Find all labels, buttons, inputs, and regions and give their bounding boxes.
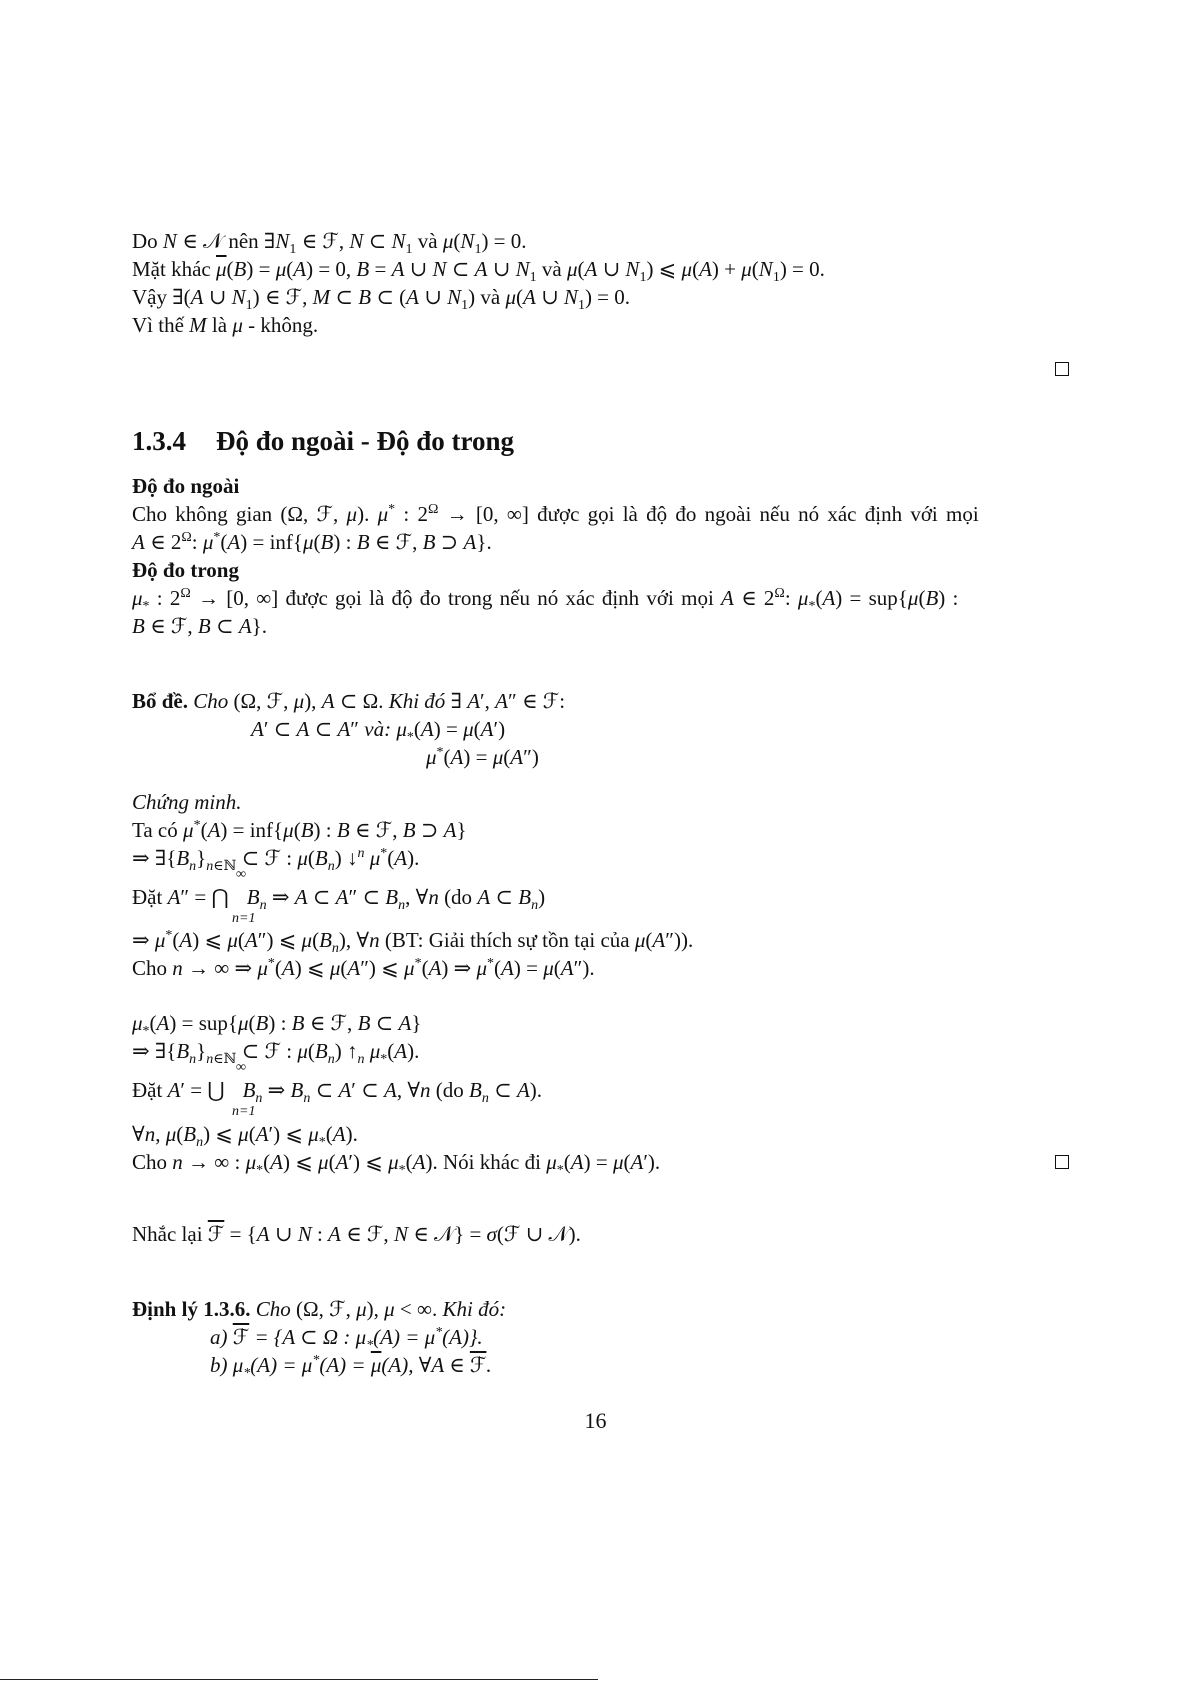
lemma-label: Bổ đề. bbox=[132, 689, 189, 713]
limit-top: ∞ bbox=[236, 867, 246, 882]
proof-line: Ta có μ*(A) = inf{μ(B) : B ∈ ℱ, B ⊃ A} bbox=[132, 818, 467, 842]
page-number: 16 bbox=[584, 1408, 607, 1433]
proof-line: ⇒ $\exists\{B_n\}_{n\in ℕ}$ ⊂ ℱ : $\mu(B_n)$ $↑_n$ $\mu_*(A)$. bbox=[132, 1039, 420, 1068]
text-line: $\mu_*$ : $2^\Omega \to [0$, ∞] được gọi là độ đo trong nếu nó xác định với mọi A ∈ $2^\Omega$: $\mu_*(A) = sup\{\mu(B)$ : bbox=[132, 586, 959, 615]
theorem-item-b: b) $\mu_*(A) = \mu^*(A) = \overline{\mu}(A)$, ∀A ∈ ℱ. bbox=[210, 1353, 492, 1382]
lemma-statement: Bổ đề. Cho (Ω, ℱ, μ), A ⊂ Ω. Khi đó ∃ A′, A″ ∈ ℱ: bbox=[132, 689, 566, 713]
proof-line: ⇒ μ*(A) ⩽ μ(A″) ⩽ $\mu(B_n)$, ∀n (BT: Giải thích sự tồn tại của μ(A″)). bbox=[132, 928, 694, 957]
proof-line: ∀n, $\mu(B_n)$ ⩽ μ(A′) ⩽ $\mu_*(A)$. bbox=[132, 1122, 358, 1151]
proof-line: $\mu_*(A) = sup\{\mu(B)$ : B ∈ ℱ, B ⊂ A} bbox=[132, 1011, 422, 1040]
limit-bottom: n=1 bbox=[232, 911, 256, 926]
proof-line: ⇒ $\exists\{B_n\}_{n\in ℕ}$ ⊂ ℱ : $\mu(B_n)$ ↓$^n$ μ*(A). bbox=[132, 846, 420, 875]
union-operator: ⋃ bbox=[207, 1078, 225, 1102]
outer-measure-heading: Độ đo ngoài bbox=[132, 474, 240, 498]
text-line: B ∈ ℱ, B ⊂ A}. bbox=[132, 614, 267, 638]
text-line: Cho không gian (Ω, ℱ, μ). μ* : $2^\Omega \to [0$, ∞] được gọi là độ đo ngoài nếu nó xác định với mọi bbox=[132, 502, 979, 526]
proof-heading: Chứng minh. bbox=[132, 790, 242, 814]
theorem-statement: Định lý 1.3.6. Cho (Ω, ℱ, μ), μ < ∞. Khi đó: bbox=[132, 1297, 507, 1321]
section-heading bbox=[132, 425, 514, 457]
proof-line: Cho n → ∞ ⇒ μ*(A) ⩽ μ(A″) ⩽ μ*(A) ⇒ μ*(A) = μ(A″). bbox=[132, 956, 595, 980]
intersection-operator: ⋂ bbox=[211, 885, 229, 909]
recall-line: Nhắc lại ℱ = {A ∪ N : A ∈ ℱ, N ∈ 𝒩} = σ(ℱ ∪ 𝒩). bbox=[132, 1222, 581, 1246]
footer-rule bbox=[0, 1679, 598, 1680]
proof-line: Đặt A′ = ⋃ $B_n$ ⇒ $B_n$ ⊂ A′ ⊂ A, ∀n (do $B_n$ ⊂ A). bbox=[132, 1078, 543, 1107]
section-title: Độ đo ngoài - Độ đo trong bbox=[216, 426, 515, 456]
lemma-condition-1: A′ ⊂ A ⊂ A″ và: $\mu_*(A) = \mu(A')$ bbox=[251, 717, 506, 746]
text-line: Mặt khác $\overline{\mu}(B) = \mu(A) = 0$, B = A ∪ N ⊂ A ∪ $N_1$ và μ(A ∪ $N_1$) ⩽ $\mu(A) + \mu(N_1) = 0$. bbox=[132, 257, 825, 286]
inner-measure-heading: Độ đo trong bbox=[132, 558, 239, 582]
proof-line: Đặt A″ = ⋂ $B_n$ ⇒ A ⊂ A″ ⊂ $B_n$, ∀n (do A ⊂ $B_n$) bbox=[132, 885, 546, 914]
text-line: A ∈ $2^\Omega$: μ*(A) = inf{μ(B) : B ∈ ℱ, B ⊃ A}. bbox=[132, 530, 492, 554]
limit-top: ∞ bbox=[236, 1060, 246, 1075]
text-line: Vì thế M là μ - không. bbox=[132, 313, 319, 337]
theorem-item-a: a) ℱ = {A ⊂ Ω : $\mu_*(A) = \mu^*(A)$}. bbox=[210, 1325, 483, 1354]
theorem-label: Định lý 1.3.6. bbox=[132, 1297, 251, 1321]
qed-symbol bbox=[1055, 1155, 1069, 1169]
text-line: Vậy ∃(A ∪ $N_1$) ∈ ℱ, M ⊂ B ⊂ (A ∪ $N_1$) và μ(A ∪ $N_1) = 0$. bbox=[132, 285, 631, 314]
limit-bottom: n=1 bbox=[232, 1104, 256, 1119]
text-line: Do N ∈ 𝒩 nên $\exists N_1$ ∈ ℱ, N ⊂ $N_1$ và $\mu(N_1) = 0$. bbox=[132, 229, 527, 258]
lemma-condition-2: μ*(A) = μ(A″) bbox=[426, 745, 539, 769]
qed-symbol bbox=[1055, 362, 1069, 376]
section-number: 1.3.4 bbox=[132, 426, 186, 456]
proof-line: Cho n → ∞ : $\mu_*(A)$ ⩽ μ(A′) ⩽ $\mu_*(A)$. Nói khác đi $\mu_*(A) = \mu(A')$. bbox=[132, 1150, 661, 1179]
